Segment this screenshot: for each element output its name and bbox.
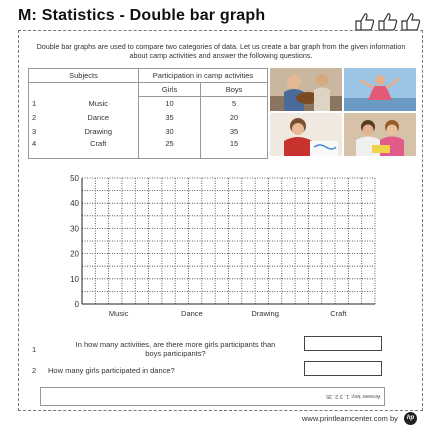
question-text: How many girls participated in dance? [48, 366, 175, 375]
row-girls: 30 [139, 125, 201, 139]
activity-photos [270, 68, 416, 156]
table-row [29, 97, 268, 111]
x-category-label: Drawing [251, 309, 279, 318]
row-boys: 35 [201, 125, 268, 139]
row-girls: 10 [139, 97, 201, 111]
hp-logo-icon: hp [404, 412, 417, 425]
header-subjects: Subjects [29, 69, 139, 83]
header-girls: Girls [139, 83, 201, 97]
worksheet-title: M: Statistics - Double bar graph [18, 7, 266, 24]
answer-box-2[interactable] [304, 361, 382, 376]
row-boys: 15 [201, 139, 268, 159]
header-boys: Boys [201, 83, 268, 97]
table-row [29, 125, 268, 139]
drawing-photo [270, 113, 342, 156]
camp-activities-table [28, 68, 268, 159]
y-tick-label: 20 [70, 249, 79, 259]
table-row [29, 139, 268, 159]
y-tick-label: 10 [70, 274, 79, 284]
thumbs-up-icon [402, 14, 420, 30]
row-boys: 20 [201, 111, 268, 125]
intro-text: Double bar graphs are used to compare two categories of data. Let us create a bar graph from the given information about camp activities and answer the following questions. [36, 42, 406, 60]
row-subject: Craft [59, 139, 139, 159]
dance-photo [344, 68, 416, 111]
row-subject: Dance [59, 111, 139, 125]
question-number: 2 [32, 366, 37, 375]
question-number: 1 [32, 345, 37, 354]
row-number: 4 [29, 139, 59, 159]
header-participation: Participation in camp activities [139, 69, 268, 83]
x-category-label: Dance [181, 309, 203, 318]
y-tick-label: 40 [70, 199, 79, 209]
thumbs-up-icon [356, 14, 374, 30]
y-tick-label: 50 [70, 174, 79, 183]
y-tick-label: 30 [70, 224, 79, 234]
row-girls: 25 [139, 139, 201, 159]
answer-box-1[interactable] [304, 336, 382, 351]
row-girls: 35 [139, 111, 201, 125]
row-number: 2 [29, 111, 59, 125]
answer-key-box [40, 387, 385, 406]
thumbs-up-icons [353, 10, 423, 32]
row-number: 1 [29, 97, 59, 111]
row-subject: Drawing [59, 125, 139, 139]
y-tick-label: 0 [74, 300, 79, 309]
music-photo [270, 68, 342, 111]
row-subject: Music [59, 97, 139, 111]
x-category-label: Craft [330, 309, 347, 318]
row-number: 3 [29, 125, 59, 139]
craft-photo [344, 113, 416, 156]
thumbs-up-icon [379, 14, 397, 30]
x-category-label: Music [108, 309, 129, 318]
footer-url: www.printlearncenter.com by [302, 414, 398, 423]
answer-key: Answer key: 1. 3 2. 35 [325, 393, 380, 399]
question-line: boys participants? [145, 349, 206, 358]
question-line: In how many activities, are there more girls participants than [75, 340, 276, 349]
question-text [48, 340, 303, 358]
bar-graph-grid [60, 168, 400, 328]
row-boys: 5 [201, 97, 268, 111]
table-row [29, 111, 268, 125]
